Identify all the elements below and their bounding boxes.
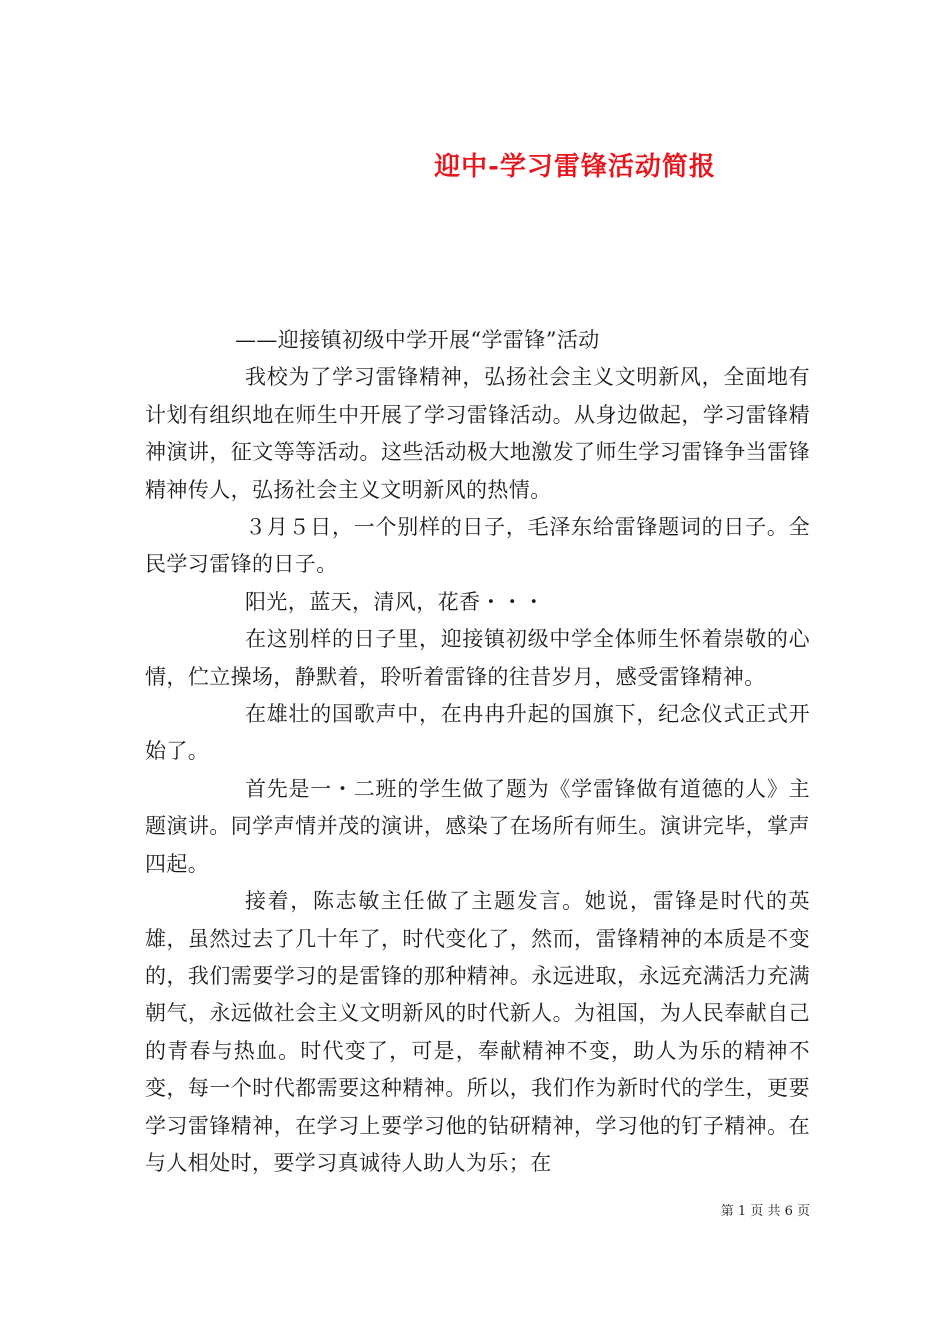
paragraph: 首先是一・二班的学生做了题为《学雷锋做有道德的人》主题演讲。同学声情并茂的演讲，感染了在场所有师生。演讲完毕，掌声四起。	[145, 776, 810, 876]
paragraph: 接着，陈志敏主任做了主题发言。她说，雷锋是时代的英雄，虽然过去了几十年了，时代变化了，然而，雷锋精神的本质是不变的，我们需要学习的是雷锋的那种精神。永远进取，永远充满活力充满朝气，永远做社会主义文明新风的时代新人。为祖国，为人民奉献自己的青春与热血。时代变了，可是，奉献精神不变，助人为乐的精神不变，每一个时代都需要这种精神。所以，我们作为新时代的学生，更要学习雷锋精神，在学习上要学习他的钻研精神，学习他的钉子精神。在与人相处时，要学习真诚待人助人为乐；在	[145, 889, 810, 1175]
paragraph: 阳光，蓝天，清风，花香・・・	[245, 589, 545, 614]
paragraph: 我校为了学习雷锋精神，弘扬社会主义文明新风，全面地有计划有组织地在师生中开展了学习雷锋活动。从身边做起，学习雷锋精神演讲，征文等等活动。这些活动极大地激发了师生学习雷锋争当雷锋精神传人，弘扬社会主义文明新风的热情。	[145, 365, 810, 502]
paragraph: 在这别样的日子里，迎接镇初级中学全体师生怀着崇敬的心情，伫立操场，静默着，聆听着雷锋的往昔岁月，感受雷锋精神。	[145, 627, 810, 689]
document-subtitle: ——迎接镇初级中学开展“学雷锋”活动	[235, 328, 600, 352]
document-body	[145, 322, 810, 1182]
paragraph: 在雄壮的国歌声中，在冉冉升起的国旗下，纪念仪式正式开始了。	[145, 702, 810, 764]
page-number: 第 1 页 共 6 页	[720, 1204, 810, 1219]
paragraph: ３月５日，一个别样的日子，毛泽东给雷锋题词的日子。全民学习雷锋的日子。	[145, 515, 810, 577]
document-title: 迎中-学习雷锋活动简报	[434, 152, 716, 183]
